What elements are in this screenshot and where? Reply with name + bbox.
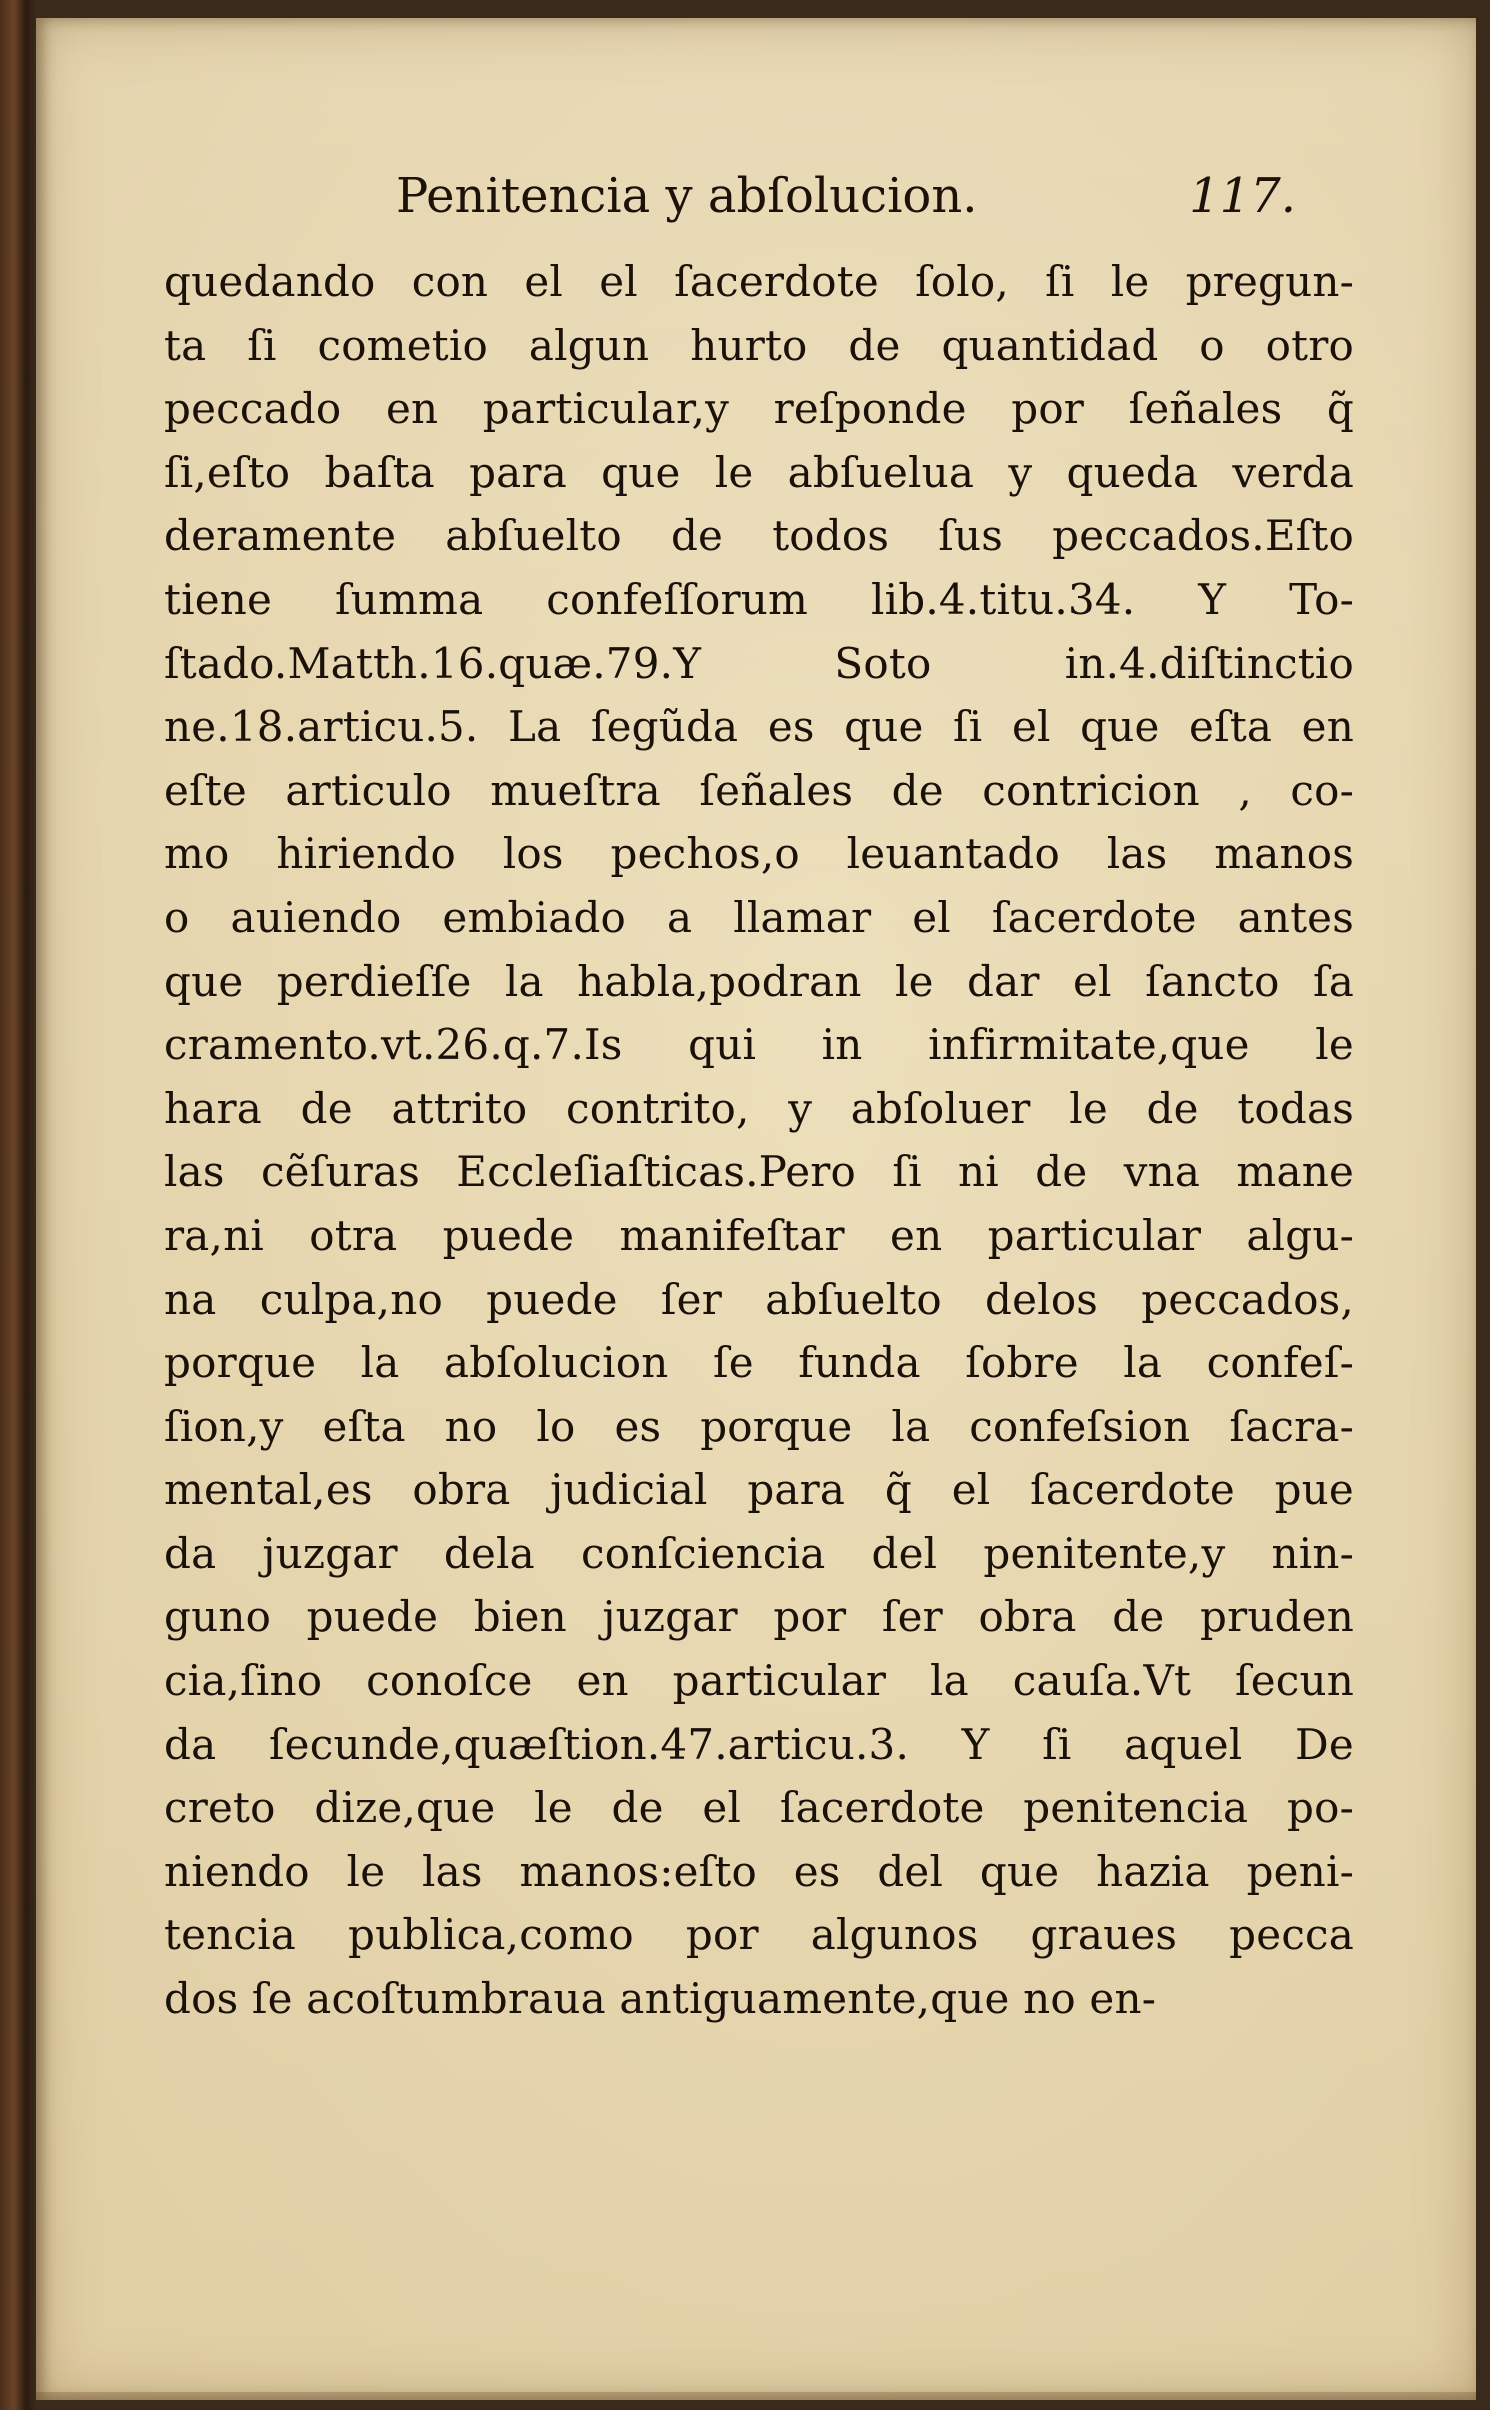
text-line: deramente abſuelto de todos ſus peccados.Eſto: [164, 511, 1354, 561]
text-line: cramento.vt.26.q.7.Is qui in infirmitate,que le: [164, 1020, 1354, 1070]
text-line: na culpa,no puede ſer abſuelto delos peccados,: [164, 1274, 1354, 1324]
text-line: dos ſe acoſtumbraua antiguamente,que no en-: [164, 1974, 1157, 2024]
text-line: mental,es obra judicial para q̃ el ſacerdote pue: [164, 1465, 1354, 1515]
text-line: ſi,eſto baſta para que le abſuelua y queda verda: [164, 447, 1354, 497]
text-line: ta ſi cometio algun hurto de quantidad o otro: [164, 320, 1354, 370]
text-line: ſion,y eſta no lo es porque la confeſsion ſacra-: [164, 1401, 1354, 1451]
text-line: guno puede bien juzgar por ſer obra de pruden: [164, 1592, 1354, 1642]
text-line: hara de attrito contrito, y abſoluer le de todas: [164, 1083, 1354, 1133]
text-line: eſte articulo mueſtra ſeñales de contricion , co-: [164, 765, 1354, 815]
text-line: niendo le las manos:eſto es del que hazia peni-: [164, 1846, 1354, 1896]
text-line: creto dize,que le de el ſacerdote penitencia po-: [164, 1783, 1354, 1833]
body-text: [164, 250, 1354, 2031]
text-line: ra,ni otra puede manifeſtar en particular algu-: [164, 1210, 1354, 1260]
text-line: peccado en particular,y reſponde por ſeñales q̃: [164, 384, 1354, 434]
book-page: [36, 18, 1476, 2400]
text-line: que perdieſſe la habla,podran le dar el ſancto ſa: [164, 956, 1354, 1006]
text-line: mo hiriendo los pechos,o leuantado las manos: [164, 829, 1354, 879]
text-line: ſtado.Matth.16.quæ.79.Y Soto in.4.diſtinctio: [164, 638, 1354, 688]
text-line: las cẽſuras Eccleſiaſticas.Pero ſi ni de vna mane: [164, 1147, 1354, 1197]
text-line: da ſecunde,quæſtion.47.articu.3. Y ſi aquel De: [164, 1719, 1354, 1769]
text-line: tiene ſumma confeſſorum lib.4.titu.34. Y To-: [164, 574, 1354, 624]
page-edge: [36, 2392, 1476, 2400]
text-line: ne.18.articu.5. La ſegũda es que ſi el que eſta en: [164, 702, 1354, 752]
text-line: o auiendo embiado a llamar el ſacerdote antes: [164, 892, 1354, 942]
text-line: cia,ſino conoſce en particular la cauſa.Vt ſecun: [164, 1656, 1354, 1706]
text-line: quedando con el el ſacerdote ſolo, ſi le pregun-: [164, 257, 1354, 306]
text-line: da juzgar dela conſciencia del penitente,y nin-: [164, 1528, 1354, 1578]
running-title: Penitencia y abſolucion.: [396, 168, 978, 224]
page-number: 117.: [1189, 168, 1296, 224]
text-line: tencia publica,como por algunos graues pecca: [164, 1910, 1354, 1960]
text-line: porque la abſolucion ſe funda ſobre la confeſ-: [164, 1338, 1354, 1388]
page-header: [396, 168, 1296, 238]
